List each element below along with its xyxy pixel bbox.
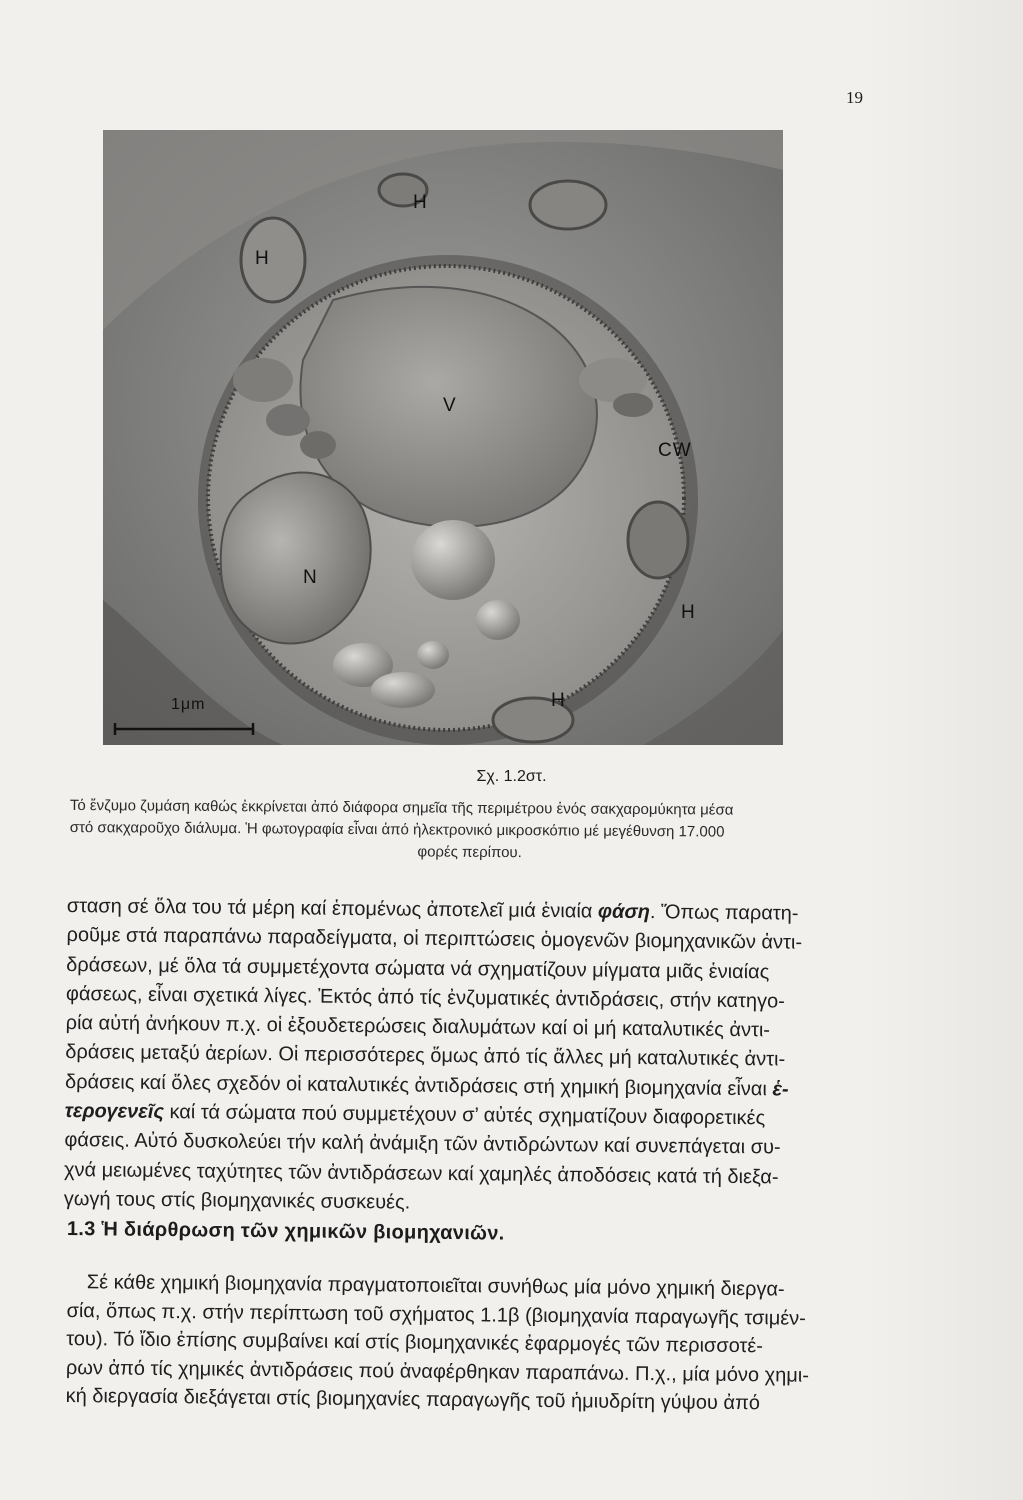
label-h-bottom: H bbox=[551, 690, 566, 711]
text-line: φάσεις. Αὐτό δυσκολεύει τήν καλή ἀνάμιξη τῶν ἀντιδρώντων καί συνεπάγεται συ- bbox=[64, 1129, 781, 1159]
figure-caption bbox=[70, 795, 870, 867]
emphasis-term: τερογενεῖς bbox=[64, 1100, 165, 1124]
electron-micrograph bbox=[103, 130, 783, 745]
label-h-right: H bbox=[681, 602, 696, 623]
micrograph-image bbox=[103, 130, 783, 745]
text-line: χνά μειωμένες ταχύτητες τῶν ἀντιδράσεων καί χαμηλές ἀποδόσεις κατά τή διεξα- bbox=[63, 1158, 779, 1189]
text-run: . Ὅπως παρατη- bbox=[649, 901, 799, 925]
text-line: δράσεων, μέ ὅλα τά συμμετέχοντα σώματα νά σχηματίζουν μίγματα μιᾶς ἑνιαίας bbox=[66, 953, 770, 983]
label-h-left: H bbox=[255, 248, 270, 269]
text-run: δράσεις καί ὅλες σχεδόν οἱ καταλυτικές ἀντιδράσεις στή χημική βιομηχανία εἶναι bbox=[64, 1070, 773, 1101]
label-h-top: H bbox=[413, 192, 428, 213]
text-line: του). Τό ἴδιο ἐπίσης συμβαίνει καί στίς βιομηχανικές ἐφαρμογές τῶν περισσοτέ- bbox=[66, 1327, 764, 1358]
text-line: κή διεργασία διεξάγεται στίς βιομηχανίες παραγωγῆς τοῦ ἡμιυδρίτη γύψου ἀπό bbox=[65, 1384, 761, 1415]
caption-line: φορές περίπου. bbox=[417, 843, 522, 862]
scale-bar-line bbox=[113, 722, 263, 736]
paragraph-1 bbox=[64, 892, 857, 1223]
text-line: ροῦμε στά παραπάνω παραδείγματα, οἱ περιπτώσεις ὁμογενῶν βιομηχανικῶν ἀντι- bbox=[66, 924, 803, 954]
text-run: σταση σέ ὅλα του τά μέρη καί ἑπομένως ἀποτελεῖ μιά ἑνιαία bbox=[66, 894, 599, 923]
text-line: φάσεως, εἶναι σχετικά λίγες. Ἐκτός ἀπό τίς ἐνζυματικές ἀντιδράσεις, στήν κατηγο- bbox=[65, 982, 785, 1013]
emphasis-term: ἑ- bbox=[772, 1078, 789, 1101]
caption-line: Τό ἔνζυμο ζυμάση καθώς ἐκκρίνεται ἀπό διάφορα σημεῖα τῆς περιμέτρου ἑνός σακχαρομύκητα μέσα bbox=[69, 796, 734, 819]
scale-bar-label: 1μm bbox=[171, 696, 206, 713]
label-cell-wall: CW bbox=[658, 440, 692, 461]
section-heading: 1.3 Ἡ διάρθρωση τῶν χημικῶν βιομηχανιῶν. bbox=[66, 1218, 505, 1245]
caption-line: στό σακχαροῦχο διάλυμα. Ἡ φωτογραφία εἶναι ἀπό ἠλεκτρονικό μικροσκόπιο μέ μεγέθυνση 17.000 bbox=[69, 818, 725, 841]
paragraph-2 bbox=[66, 1268, 857, 1419]
figure-number: Σχ. 1.2στ. bbox=[476, 768, 547, 785]
label-vacuole: V bbox=[443, 395, 457, 416]
text-line: δράσεις μεταξύ ἀερίων. Οἱ περισσότερες ὅμως ἀπό τίς ἄλλες μή καταλυτικές ἀντι- bbox=[65, 1041, 786, 1072]
text-line: σία, ὅπως π.χ. στήν περίπτωση τοῦ σχήματος 1.1β (βιομηχανία παραγωγῆς τσιμέν- bbox=[66, 1299, 807, 1330]
text-line: ρία αὐτή ἀνήκουν π.χ. οἱ ἐξουδετερώσεις διαλυμάτων καί οἱ μή καταλυτικές ἀντι- bbox=[65, 1012, 771, 1042]
text-run: καί τά σώματα πού συμμετέχουν σ’ αὐτές σχηματίζουν διαφορετικές bbox=[163, 1101, 766, 1130]
label-nucleus: N bbox=[303, 567, 318, 588]
page-edge-shade bbox=[863, 0, 1023, 1500]
emphasis-term: φάση bbox=[597, 900, 651, 924]
text-line: Σέ κάθε χημική βιομηχανία πραγματοποιεῖται συνήθως μία μόνο χημική διεργα- bbox=[86, 1271, 785, 1301]
text-line: ρων ἀπό τίς χημικές ἀντιδράσεις πού ἀναφέρθηκαν παραπάνω. Π.χ., μία μόνο χημι- bbox=[65, 1356, 810, 1387]
page-number: 19 bbox=[846, 88, 863, 107]
text-line: γωγή τους στίς βιομηχανικές συσκευές. bbox=[63, 1187, 411, 1214]
